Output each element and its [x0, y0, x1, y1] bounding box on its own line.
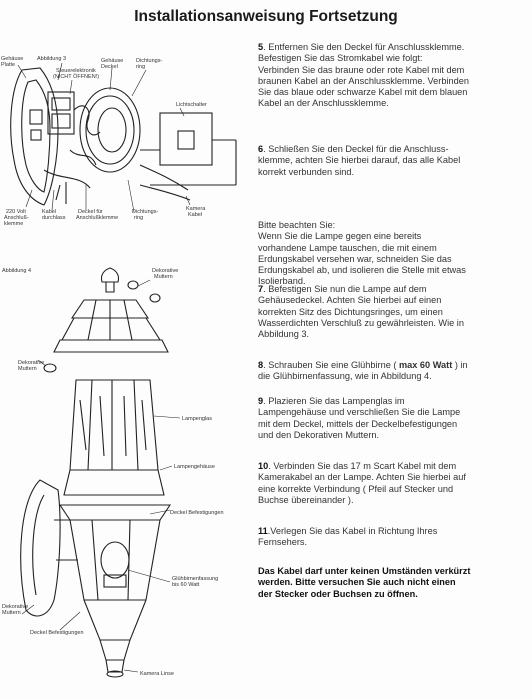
step-9: [258, 396, 526, 441]
label-lichtschalter: Lichtschalter: [176, 102, 207, 108]
label-deckel-fuer: Deckel für Anschlußklemme: [76, 209, 119, 221]
step-11-text: .Verlegen Sie das Kabel in Richtung Ihres Fernsehers.: [258, 526, 438, 548]
label-kamera-kabel: Kamera Kabel: [186, 206, 206, 218]
label-deckel-befestigungen-bottom: Deckel Befestigungen: [30, 630, 84, 636]
label-dekorative-muttern-bottom: Dekorative Muttern: [2, 604, 29, 616]
label-gehaeuse-platte: Gehäuse Platte: [1, 56, 24, 68]
label-dichtungsring-bottom: Dichtungs-ring: [132, 209, 159, 221]
label-deckel-befestigungen-right: Deckel Befestigungen: [170, 510, 224, 516]
label-abbildung-4: Abbildung 4: [2, 268, 32, 274]
step-8-text-a: . Schrauben Sie eine Glühbirne (: [263, 360, 399, 370]
step-10-text: . Verbinden Sie das 17 m Scart Kabel mit dem Kamerakabel an der Lampe. Achten Sie hierbei auf eine korrekte Verbindung ( Pfeil auf Stecker und Buchse übereinander ).: [258, 461, 466, 505]
step-5-number: 5: [258, 42, 264, 52]
page-title: Installationsanweisung Fortsetzung: [134, 8, 398, 25]
label-anschlussklemme: 220 Volt Anschluß-klemme: [4, 209, 29, 227]
step-7-text: . Befestigen Sie nun die Lampe auf dem Gehäusedeckel. Achten Sie hierbei auf einen korrekten Sitz des Dichtungsringes, um einen Wasserdichten Verschluß zu gewährleisten. Wie in Abbildung 3.: [258, 284, 464, 340]
installation-illustrations: [0, 30, 260, 699]
note: Bitte beachten Sie: Wenn Sie die Lampe gegen eine bereits vorhandene Lampe tauschen, die mit einem Erdungskabel versehen war, schneiden Sie das Erdungskabel ab, und isolieren die Stelle mit etwas Isolierband.: [258, 220, 466, 287]
step-9-text: . Plazieren Sie das Lampenglas im Lampengehäuse und verschließen Sie die Lampe mit dem Deckel, mittels der Deckelbefestigungen und den Dekorativen Muttern.: [258, 396, 461, 440]
step-11-number: 11: [258, 526, 268, 536]
label-gluehbirnenfassung: Glühbirnenfassung bis 60 Watt: [172, 576, 219, 588]
label-abbildung-3: Abbildung 3: [37, 56, 67, 62]
label-lampenglas: Lampenglas: [182, 416, 212, 422]
step-6: [258, 144, 526, 178]
label-dekorative-muttern-left: Dekorative Muttern: [18, 360, 45, 372]
label-gehaeuse-deckel: Gehäuse Deckel: [101, 58, 124, 70]
step-7: [258, 284, 526, 340]
step-5-text: . Entfernen Sie den Deckel für Anschlussklemme. Befestigen Sie das Stromkabel wie folgt: Verbinden Sie das braune oder rote Kabel mit dem braunen Kabel an der Anschlussklemme. Verbinden Sie das blaue oder schwarze Kabel mit dem blauen Kabel an der Anschlussklemme.: [258, 42, 469, 109]
figure-3-drawing: [11, 68, 236, 205]
step-6-number: 6: [258, 144, 264, 154]
step-8: [258, 360, 526, 383]
label-steuerelektronik: Steuerelektronik (NICHT ÖFFNEN!): [53, 68, 100, 80]
step-8-text-b: ) in die Glühbirnenfassung, wie in Abbildung 4.: [258, 360, 468, 382]
label-dichtungsring-top: Dichtungs-ring: [136, 58, 163, 70]
step-8-number: 8: [258, 360, 264, 370]
warning-text: Das Kabel darf unter keinen Umständen verkürzt werden. Bitte versuchen Sie auch nicht einen der Stecker oder Buchsen zu öffnen.: [258, 566, 471, 599]
step-8-wattage: max 60 Watt: [398, 360, 453, 370]
step-9-number: 9: [258, 396, 264, 406]
step-10-number: 10: [258, 461, 269, 471]
label-lampengehaeuse: Lampengehäuse: [174, 464, 215, 470]
step-7-number: 7: [258, 284, 264, 294]
label-dekorative-muttern-top: Dekorative Muttern: [152, 268, 179, 280]
figure-4-drawing: [21, 268, 170, 677]
step-5: [258, 42, 526, 110]
step-11: [258, 526, 526, 549]
label-kamera-linse: Kamera Linse: [140, 671, 174, 677]
label-kabeldurchlass: Kabel durchlass: [42, 209, 66, 221]
step-6-text: . Schließen Sie den Deckel für die Anschluss- klemme, achten Sie hierbei darauf, das alle Kabel korrekt verbunden sind.: [258, 144, 461, 177]
step-10: [258, 461, 526, 506]
